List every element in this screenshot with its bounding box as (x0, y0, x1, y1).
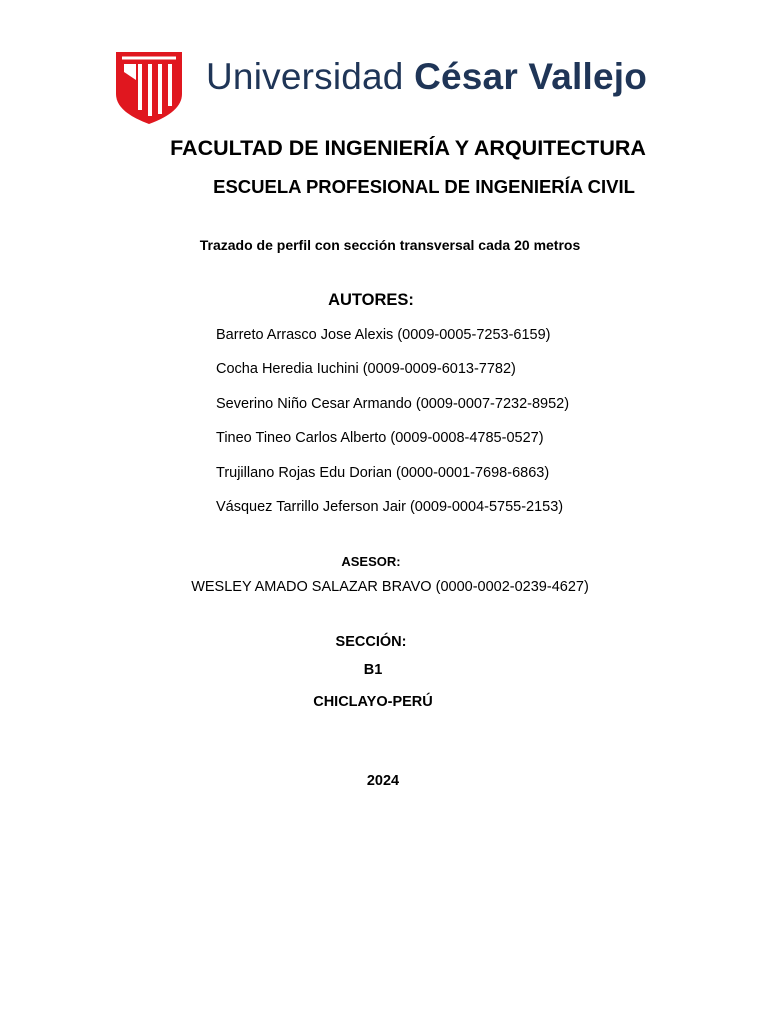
university-name-bold: César Vallejo (414, 56, 648, 97)
author-item: Cocha Heredia Iuchini (0009-0009-6013-7782) (216, 361, 516, 378)
authors-list (216, 325, 569, 531)
authors-heading: AUTORES: (328, 291, 414, 309)
faculty-title: FACULTAD DE INGENIERÍA Y ARQUITECTURA (170, 136, 646, 160)
author-item: Trujillano Rojas Edu Dorian (0000-0001-7698-6863) (216, 464, 550, 481)
advisor-name: WESLEY AMADO SALAZAR BRAVO (0000-0002-0239-4627) (191, 579, 589, 595)
year-label: 2024 (366, 773, 400, 789)
university-logo (116, 50, 676, 126)
author-item: Severino Niño Cesar Armando (0009-0007-7232-8952) (216, 395, 570, 412)
author-item: Vásquez Tarrillo Jeferson Jair (0009-0004-5755-2153) (216, 498, 564, 515)
author-item: Tineo Tineo Carlos Alberto (0009-0008-4785-0527) (216, 430, 544, 447)
school-title: ESCUELA PROFESIONAL DE INGENIERÍA CIVIL (213, 176, 635, 197)
author-item: Barreto Arrasco Jose Alexis (0009-0005-7253-6159) (216, 327, 551, 343)
university-name-regular: Universidad (206, 56, 415, 97)
advisor-heading: ASESOR: (341, 554, 401, 569)
university-name (206, 55, 647, 99)
city-label: CHICLAYO-PERÚ (313, 694, 433, 710)
section-heading: SECCIÓN: (335, 634, 407, 650)
university-shield-icon (116, 50, 182, 124)
work-title: Trazado de perfil con sección transversal cada 20 metros (199, 237, 581, 253)
section-value: B1 (363, 662, 383, 678)
